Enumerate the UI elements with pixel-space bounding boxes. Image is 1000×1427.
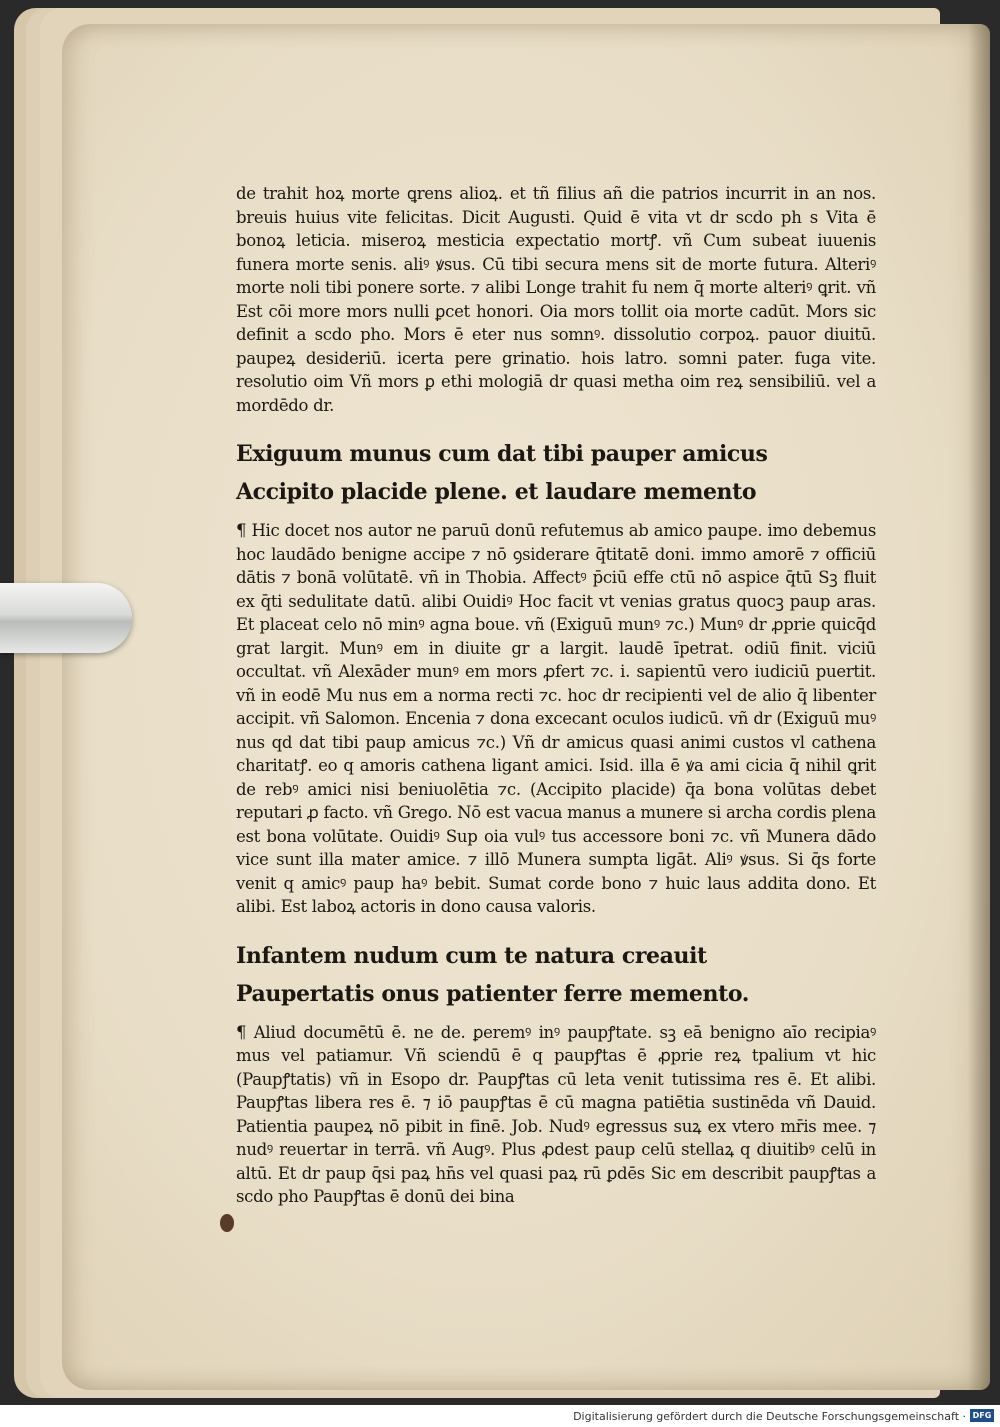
page-gutter-shadow	[968, 24, 990, 1390]
paragraph-mors: de trahit hoꝝ morte ꝗrens alioꝝ. et tñ filius añ die patrios incurrit in an nos. breuis huius vite felicitas. Dicit Augusti. Quid ē vita vt dr scdo ph s Vita ē bonoꝝ leticia. miseroꝝ mesticia expectatio mortꝭ. vñ Cum subeat iuuenis funera morte senis. aliꝰ ꝟsus. Cū tibi secura mens sit de morte futura. Alteriꝰ morte noli tibi ponere sorte. ⁊ alibi Longe trahit fu nem q̄ morte alteriꝰ ꝗrit. vñ Est cōi more mors nulli ꝑcet honori. Oia mors tollit oia morte cadūt. Mors sic definit a scdo pho. Mors ē eter nus somnꝰ. dissolutio corpoꝝ. pauor diuitū. paupeꝝ desideriū. icerta pere grinatio. hois latro. somni pater. fuga vite. resolutio oim Vñ mors ꝑ ethi mologiā dr quasi metha oim reꝝ sensibiliū. vel a mordēdo dr.	[236, 184, 876, 415]
printed-text	[236, 182, 876, 1227]
ink-spot	[220, 1214, 234, 1232]
verse-line: Exiguum munus cum dat tibi pauper amicus	[236, 441, 768, 467]
scan-footer	[0, 1405, 1000, 1427]
paragraph-commentary-paupertas: ¶ Aliud documētū ē. ne de. ꝑeremꝰ inꝰ paupꝭtate. sꝫ eā benigno aīo recipiaꝰ mus vel patiamur. Vñ sciendū ē q paupꝭtas ē ꝓprie reꝝ tpalium vt hic (Paupꝭtatis) vñ in Esopo dr. Paupꝭtas cū leta venit tutissima res ē. Et alibi. Paupꝭtas libera res ē. ⁊ iō paupꝭtas ē cū magna patiētia sustinēda vñ Dauid. Patientia paupeꝝ nō pibit in finē. Job. Nudꝰ egressus suꝝ ex vtero mr̄is mee. ⁊ nudꝰ reuertar in terrā. vñ Augꝰ. Plus ꝓdest paup celū stellaꝝ q diuitibꝰ celū in altū. Et dr paup q̄si paꝝ hn̄s vel quasi paꝝ rū ꝑdēs Sic em describit paupꝭtas a scdo pho Paupꝭtas ē donū dei bina	[236, 1022, 876, 1206]
digitization-credit: Digitalisierung gefördert durch die Deutsche Forschungsgemeinschaft ·	[573, 1410, 966, 1423]
verse-line: Paupertatis onus patienter ferre memento.	[236, 980, 749, 1007]
book-holder-clip	[0, 583, 132, 653]
verse-line: Infantem nudum cum te natura creauit	[236, 942, 707, 969]
paragraph-commentary-munus: ¶ Hic docet nos autor ne paruū donū refutemus ab amico paupe. imo debemus hoc laudādo benigne accipe ⁊ nō ꝯsiderare q̄titatē doni. immo amorē ⁊ officiū dātis ⁊ bonā volūtatē. vñ in Thobia. Affectꝰ p̄ciū effe ctū nō aspice q̄tū Sꝫ fluit ex q̄ti sedulitate datū. alibi Ouidiꝰ Hoc facit vt venias gratus quocꝫ paup aras. Et placeat celo nō minꝰ agna boue. vñ (Exiguū munꝰ ⁊c.) Munꝰ dr ꝓprie quicq̄d grat largit. Munꝰ em in diuite gr a largit. laudē īpetrat. odiū finit. viciū occultat. vñ Alexāder munꝰ em mors ꝓfert ⁊c. i. sapientū vero iudiciū puertit. vñ in eodē Mu nus em a norma recti ⁊c. hoc dr recipienti vel de alio q̄ libenter accipit. vñ Salomon. Encenia ⁊ dona excecant oculos iudicū. vñ dr (Exiguū muꝰ nus qd dat tibi paup amicus ⁊c.) Vñ dr amicus quasi animi custos vl cathena charitatꝭ. eo q amoris cathena ligant amici. Isid. illa ē ꝟa ami cicia q̄ nihil ꝗrit de rebꝰ amici nisi beniuolētia ⁊c. (Accipito placide) q̄a bona volūtas debet reputari ꝓ facto. vñ Grego. Nō est vacua manus a munere si archa cordis plena est bona volūtate. Ouidiꝰ Sup oia vulꝰ tus accessore boni ⁊c. vñ Munera dādo vice sunt illa mater amice. ⁊ illō Munera sumpta ligāt. Aliꝰ ꝟsus. Si q̄s forte venit q amicꝰ paup haꝰ bebit. Sumat corde bono ⁊ huic laus addita dono. Et alibi. Est laboꝝ actoris in dono causa valoris.	[236, 521, 876, 916]
dfg-logo: DFG	[970, 1409, 994, 1422]
verse-line: Accipito placide plene. et laudare memento	[236, 479, 757, 505]
